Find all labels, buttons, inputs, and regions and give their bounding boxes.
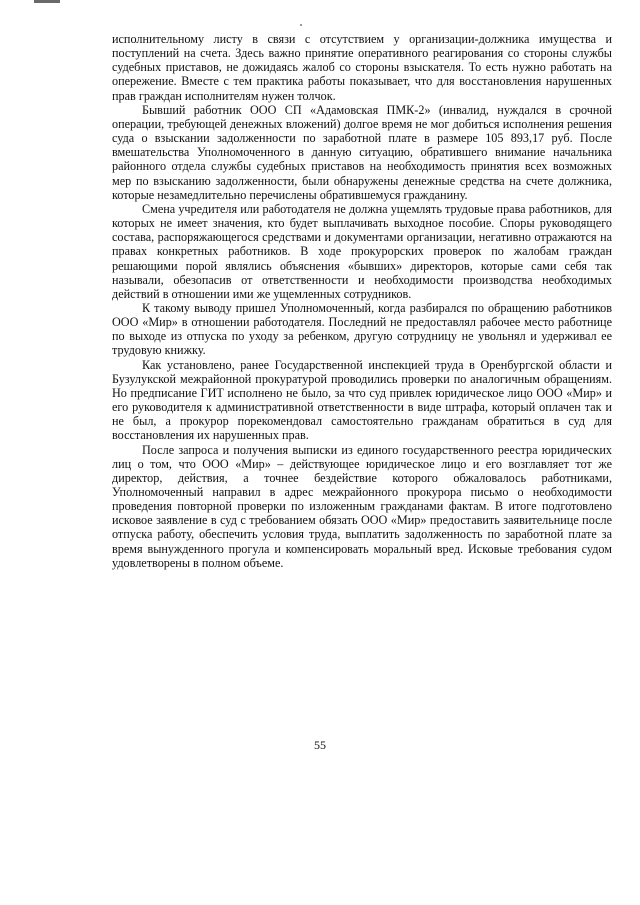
paragraph-3: Смена учредителя или работодателя не должна ущемлять трудовые права работников, для которых не имеет значения, кто будет выплачивать выходное пособие. Споры руководящего состава, распоряжающегося средствами и документами организации, негативно отражаются на правах конкретных работников. В ходе прокурорских проверок по жалобам граждан решающими порой являлись объяснения «бывших» директоров, которые сами себя так называли, обезопасив от ответственности и необходимости производства необходимых действий в отношении ими же ущемленных сотрудников. xyxy=(112,201,612,301)
scan-artifact-mark xyxy=(34,0,60,3)
paragraph-5: Как установлено, ранее Государственной инспекцией труда в Оренбургской области и Бузулукской межрайонной прокуратурой проводились проверки по аналогичным обращениям. Но предписание ГИТ исполнено не было, за что суд привлек юридическое лицо ООО «Мир» и его руководителя к административной ответственности в виде штрафа, который оплачен так и не был, а прокурор порекомендовал самостоятельно гражданам обратиться в суд для восстановления их нарушенных прав. xyxy=(112,357,612,443)
paragraph-6: После запроса и получения выписки из единого государственного реестра юридических лиц о том, что ООО «Мир» – действующее юридическое лицо и его возглавляет тот же директор, действия, а точнее бездействие которого обжаловалось работниками, Уполномоченный направил в адрес межрайонного прокурора письмо о необходимости проведения повторной проверки по изложенным гражданами фактам. В итоге подготовлено исковое заявление в суд с требованием обязать ООО «Мир» предоставить заявительнице после отпуска работу, обеспечить условия труда, выплатить задолженность по заработной плате за время вынужденного прогула и компенсировать моральный вред. Исковые требования судом удовлетворены в полном объеме. xyxy=(112,442,612,570)
paragraph-4: К такому выводу пришел Уполномоченный, когда разбирался по обращению работников ООО «Мир» в отношении работодателя. Последний не предоставлял рабочее место работнице по выходе из отпуска по уходу за ребенком, другую сотрудницу не увольнял и удерживал ее трудовую книжку. xyxy=(112,300,612,358)
document-page xyxy=(112,32,612,570)
paragraph-2: Бывший работник ООО СП «Адамовская ПМК-2» (инвалид, нуждался в срочной операции, требующей денежных вложений) долгое время не мог добиться исполнения решения суда о взыскании задолженности по заработной плате в размере 105 893,17 руб. После вмешательства Уполномоченного в данную ситуацию, обратившего внимание начальника районного отдела службы судебных приставов на необходимость принятия всех возможных мер по взысканию задолженности, были обнаружены денежные средства на счете должника, которые незамедлительно перечислены обратившемуся гражданину. xyxy=(112,102,612,202)
scan-speck xyxy=(300,24,302,26)
page-number: 55 xyxy=(314,738,326,752)
paragraph-1: исполнительному листу в связи с отсутствием у организации-должника имущества и поступлений на счета. Здесь важно принятие оперативного реагирования со стороны службы судебных приставов, не дожидаясь жалоб со стороны взыскателя. То есть нужно работать на опережение. Вместе с тем практика работы показывает, что для восстановления нарушенных прав граждан исполнителям нужен толчок. xyxy=(112,32,612,103)
